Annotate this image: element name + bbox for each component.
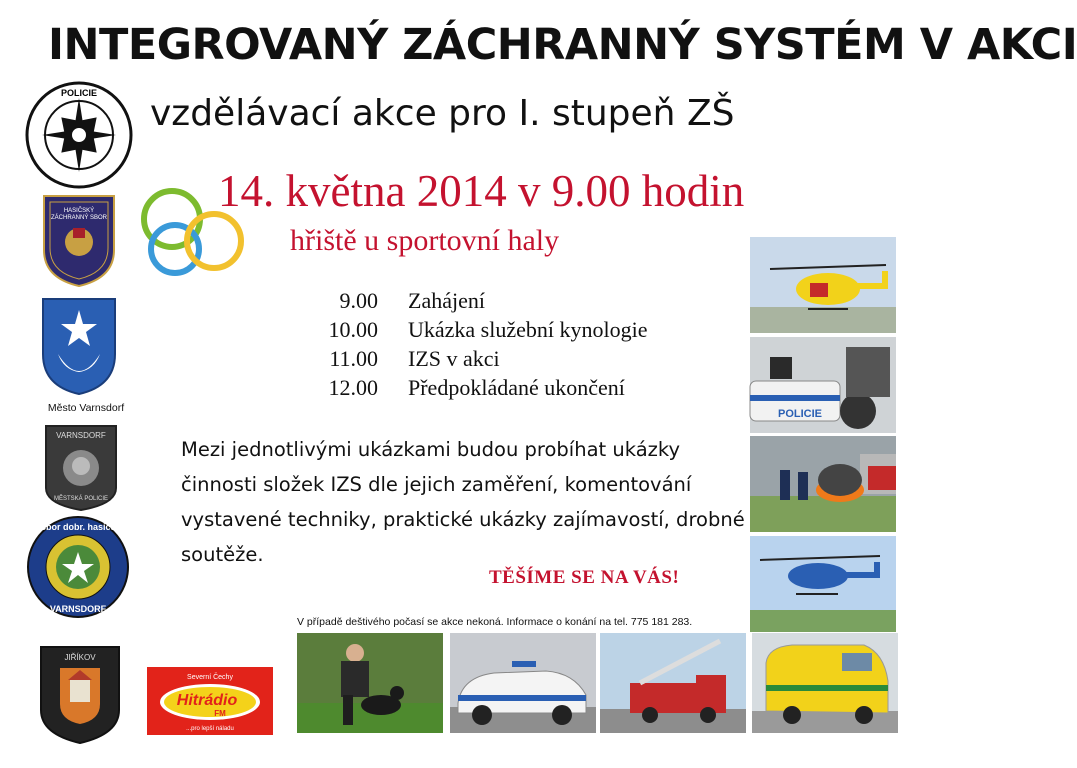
program-text: Ukázka služební kynologie xyxy=(408,317,648,342)
photo-police-car xyxy=(450,633,596,733)
svg-text:JIŘÍKOV: JIŘÍKOV xyxy=(64,653,96,662)
hitradio-logo xyxy=(147,667,273,735)
program-list xyxy=(300,286,648,402)
city-name: Město Varnsdorf xyxy=(47,402,125,414)
svg-text:ZÁCHRANNÝ SBOR: ZÁCHRANNÝ SBOR xyxy=(50,215,108,221)
program-row xyxy=(300,286,648,315)
program-row xyxy=(300,315,648,344)
svg-text:FM: FM xyxy=(214,709,226,718)
photo-dog-handler xyxy=(297,633,443,733)
svg-text:VARNSDORF: VARNSDORF xyxy=(56,431,106,440)
svg-text:HASIČSKÝ: HASIČSKÝ xyxy=(63,208,95,214)
program-text: Předpokládané ukončení xyxy=(408,375,625,400)
svg-text:POLICIE: POLICIE xyxy=(60,88,98,98)
photo-fire-ladder-truck xyxy=(600,633,746,733)
svg-text:VARNSDORF: VARNSDORF xyxy=(49,604,107,614)
police-cr-logo xyxy=(24,80,134,190)
jirikov-badge xyxy=(38,644,122,746)
hzs-logo xyxy=(40,190,118,288)
photo-fire-exercise xyxy=(750,436,896,532)
program-row xyxy=(300,344,648,373)
photo-police-helicopter xyxy=(750,536,896,632)
program-row xyxy=(300,373,648,402)
svg-text:...pro lepší náladu: ...pro lepší náladu xyxy=(186,726,234,732)
poster-title: INTEGROVANÝ ZÁCHRANNÝ SYSTÉM V AKCI xyxy=(48,20,1077,70)
event-date: 14. května 2014 v 9.00 hodin xyxy=(218,166,745,216)
program-text: Zahájení xyxy=(408,288,485,313)
rings-logo xyxy=(134,186,246,280)
event-description: Mezi jednotlivými ukázkami budou probíhat ukázky činnosti složek IZS dle jejich zaměření, komentování vystavené techniky, praktické ukázky zajímavostí, drobné soutěže. xyxy=(181,438,745,566)
poster-subtitle: vzdělávací akce pro I. stupeň ZŠ xyxy=(150,93,735,134)
program-text: IZS v akci xyxy=(408,346,500,371)
program-time: 12.00 xyxy=(328,375,378,400)
svg-text:Hitrádio: Hitrádio xyxy=(176,692,238,709)
photo-rescue-helicopter xyxy=(750,237,896,333)
program-time: 10.00 xyxy=(328,317,378,342)
svg-text:Severní Čechy: Severní Čechy xyxy=(187,674,233,681)
city-police-badge xyxy=(44,424,118,512)
volunteer-firefighters-logo xyxy=(26,514,130,620)
photo-ambulance xyxy=(752,633,898,733)
svg-text:MĚSTSKÁ POLICIE: MĚSTSKÁ POLICIE xyxy=(53,496,109,502)
event-venue: hřiště u sportovní haly xyxy=(290,224,560,257)
program-time: 9.00 xyxy=(339,288,378,313)
slogan: TĚŠÍME SE NA VÁS! xyxy=(489,567,680,588)
svg-text:Sbor dobr. hasičů: Sbor dobr. hasičů xyxy=(39,522,117,532)
rain-note: V případě deštivého počasí se akce nekoná. Informace o konání na tel. 775 181 283. xyxy=(297,616,693,628)
varnsdorf-coat-of-arms xyxy=(40,296,118,396)
program-time: 11.00 xyxy=(329,346,378,371)
police-car-label: POLICIE xyxy=(778,408,823,420)
photo-police-vehicles xyxy=(750,337,896,433)
